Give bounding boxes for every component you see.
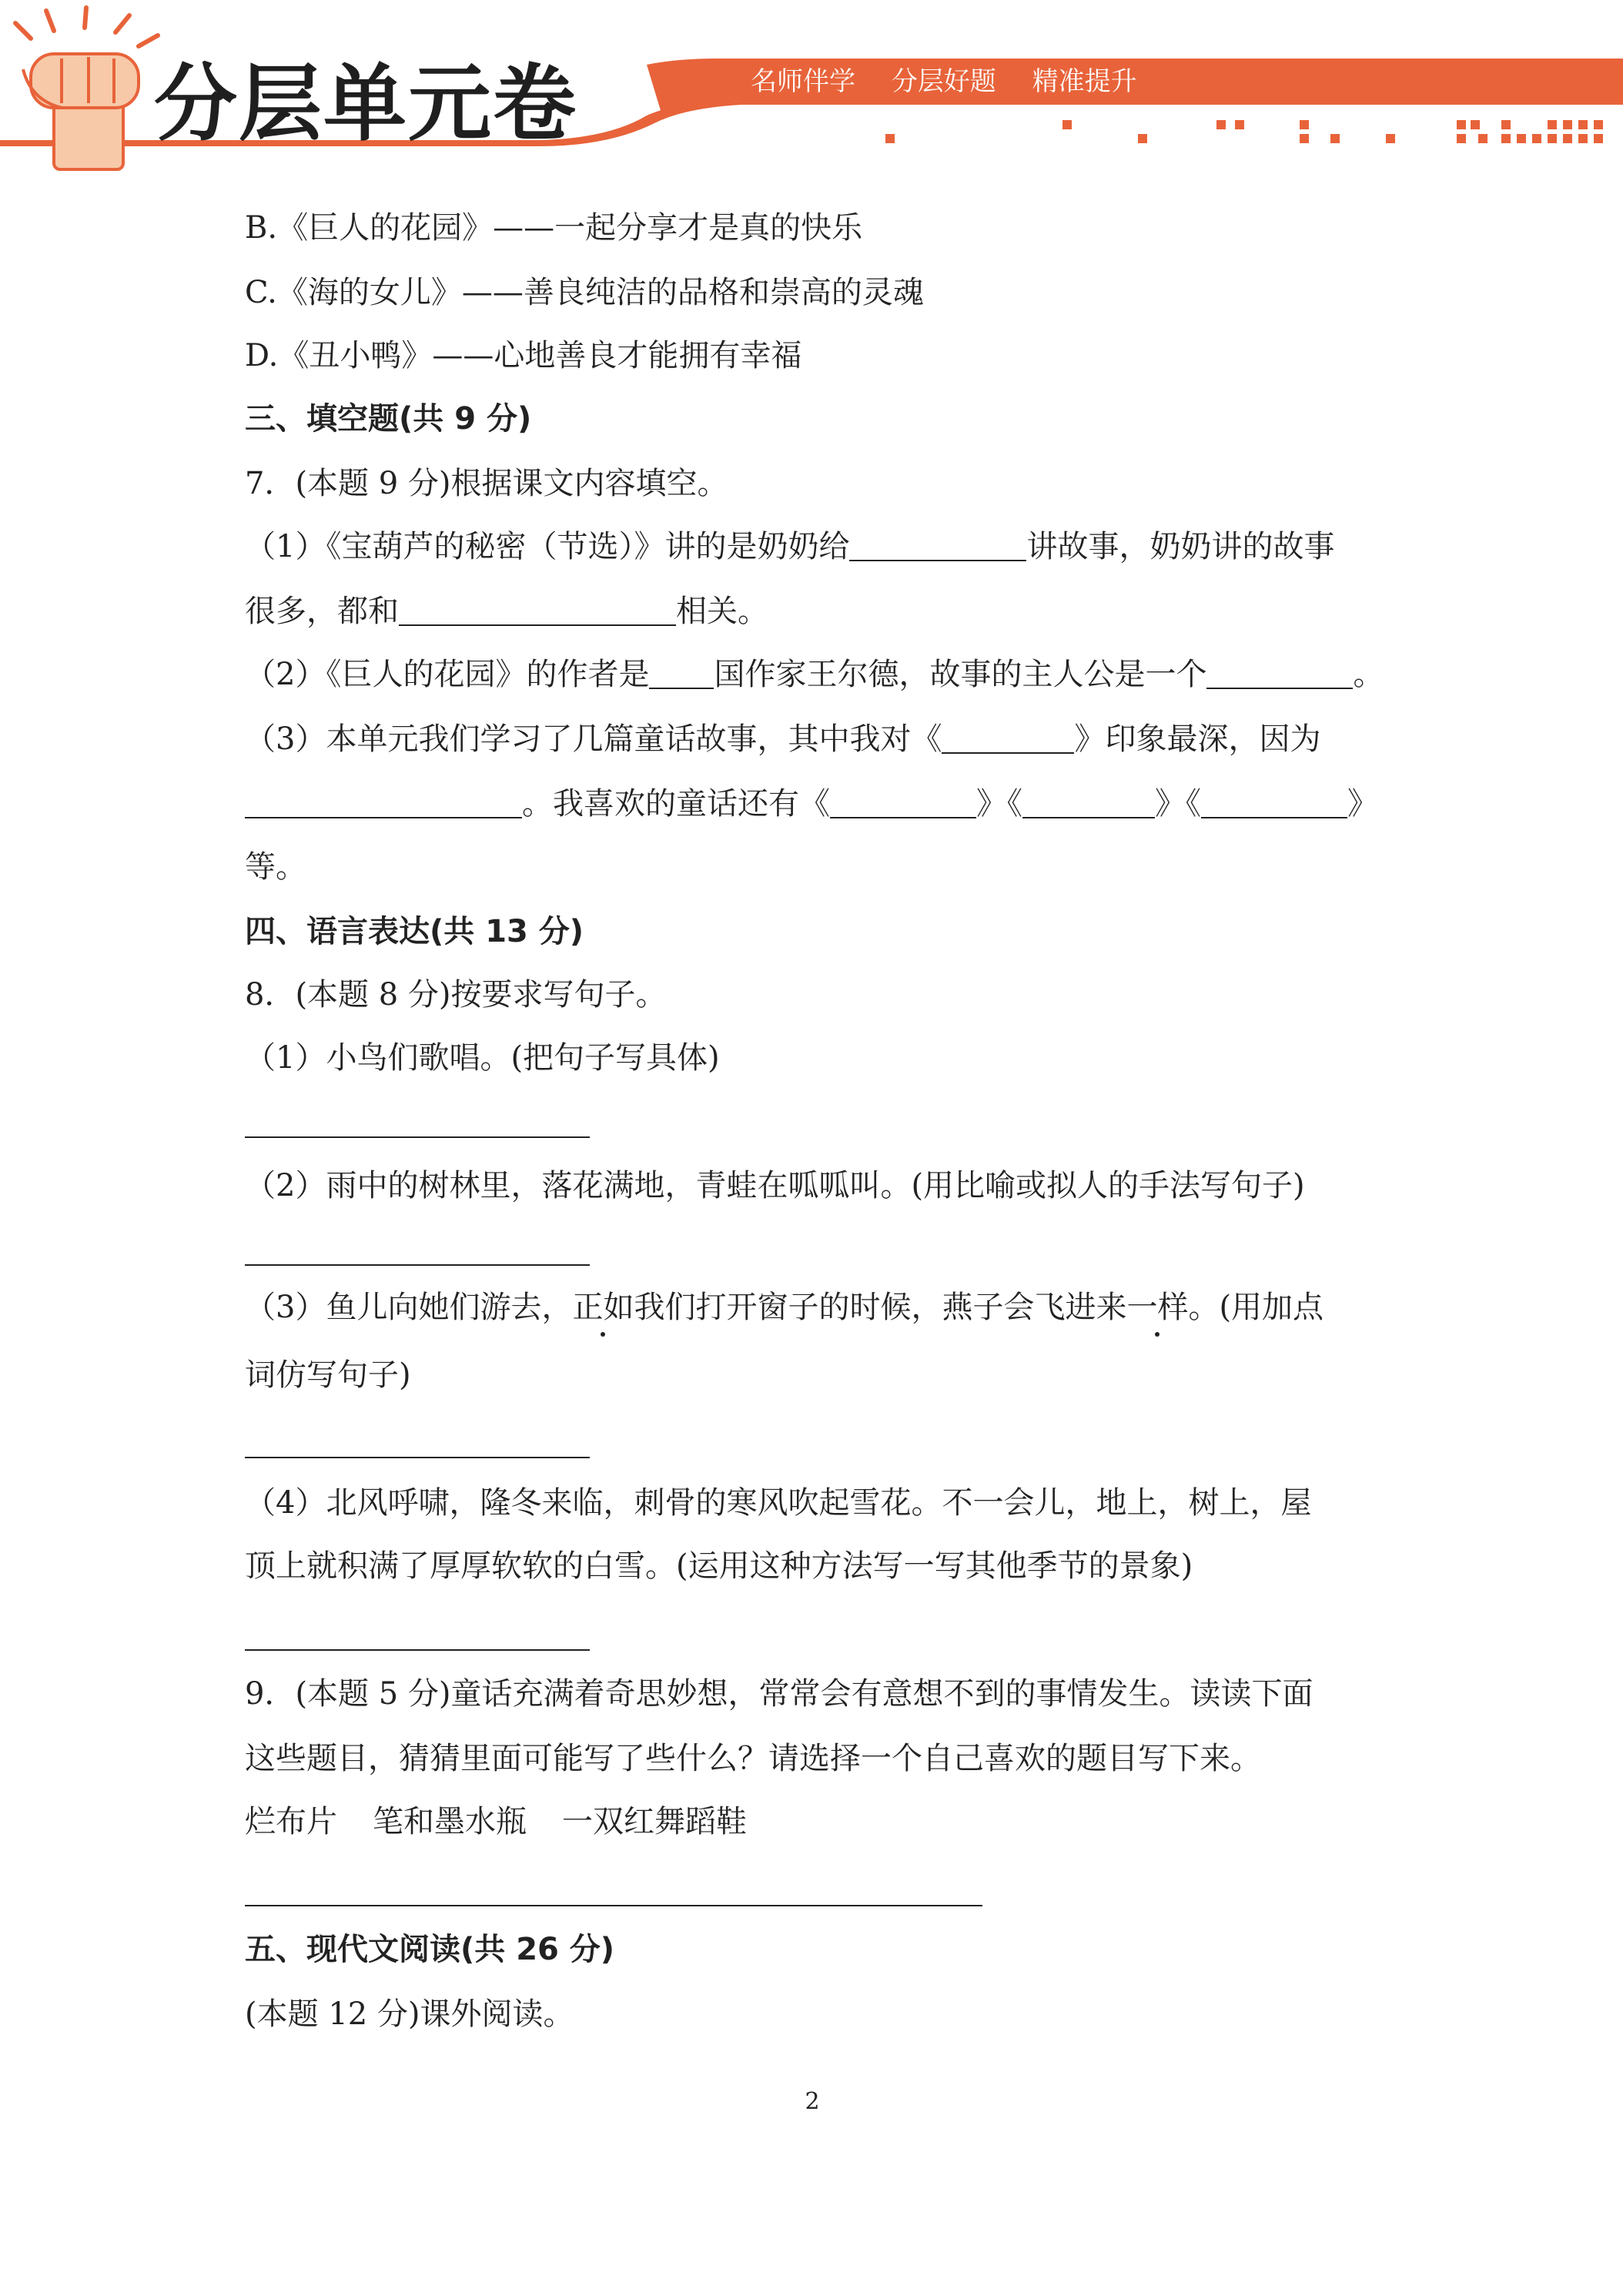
q9-stem-line2: 这些题目，猜猜里面可能写了些什么？请选择一个自己喜欢的题目写下来。 <box>245 1741 1261 1776</box>
q7-part3-line1 <box>245 718 1320 761</box>
option-b: B.《巨人的花园》——一起分享才是真的快乐 <box>245 210 863 246</box>
q7-text: 很多，都和 <box>245 594 399 629</box>
slogan-item: 分层好题 <box>891 66 996 97</box>
option-c: C.《海的女儿》——善良纯洁的品格和崇高的灵魂 <box>245 275 924 310</box>
q9-stem-line1: 9．(本题 5 分)童话充满着奇思妙想，常常会有意想不到的事情发生。读读下面 <box>245 1676 1313 1712</box>
q7-text: （3）本单元我们学习了几篇童话故事，其中我对《 <box>245 721 942 757</box>
q8-text: 。(用加点 <box>1188 1290 1324 1325</box>
blank-input[interactable] <box>399 594 676 626</box>
page-number: 2 <box>805 2088 820 2115</box>
q8-part4-line2: 顶上就积满了厚厚软软的白雪。(运用这种方法写一写其他季节的景象) <box>245 1548 1193 1584</box>
blank-input[interactable] <box>1201 786 1347 818</box>
q8-part3-line2: 词仿写句子) <box>245 1357 411 1393</box>
brand-title: 分层单元卷 <box>154 56 578 152</box>
answer-line[interactable] <box>245 1264 590 1266</box>
blank-input[interactable] <box>1206 657 1353 689</box>
page-header <box>0 0 1623 177</box>
q7-part3-line3: 等。 <box>245 849 306 885</box>
section-heading-fill-blank: 三、填空题(共 9 分) <box>245 401 532 437</box>
answer-line[interactable] <box>245 1136 590 1138</box>
q7-part1-line1 <box>245 525 1334 568</box>
emphasis-dotted-word: 正如 <box>572 1286 634 1329</box>
q8-stem: 8．(本题 8 分)按要求写句子。 <box>245 977 667 1012</box>
slogan-item: 名师伴学 <box>751 66 855 97</box>
section-heading-reading: 五、现代文阅读(共 26 分) <box>245 1932 615 1967</box>
decorative-pixel-squares <box>885 120 1603 143</box>
header-slogan <box>751 60 1165 98</box>
option-d: D.《丑小鸭》——心地善良才能拥有幸福 <box>245 338 802 373</box>
q7-part1-line2 <box>245 590 768 633</box>
emphasis-dotted-word: 一样 <box>1126 1286 1188 1329</box>
q7-text: 相关。 <box>676 594 768 629</box>
reading-stem: (本题 12 分)课外阅读。 <box>245 1996 574 2032</box>
q9-title: 笔和墨水瓶 <box>373 1804 527 1839</box>
q7-text: （2）《巨人的花园》的作者是 <box>245 657 650 692</box>
q8-part4-line1: （4）北风呼啸，隆冬来临，刺骨的寒风吹起雪花。不一会儿，地上，树上，屋 <box>245 1485 1312 1521</box>
q7-part2 <box>245 653 1384 696</box>
q7-text: 》《 <box>1155 786 1201 822</box>
answer-line[interactable] <box>245 1905 982 1906</box>
blank-input[interactable] <box>649 657 714 689</box>
blank-input[interactable] <box>830 786 976 818</box>
q8-part1: （1）小鸟们歌唱。(把句子写具体) <box>245 1040 720 1076</box>
q8-part3-line1 <box>245 1286 1323 1329</box>
q8-part2: （2）雨中的树林里，落花满地，青蛙在呱呱叫。(用比喻或拟人的手法写句子) <box>245 1168 1305 1203</box>
answer-line[interactable] <box>245 1649 590 1651</box>
blank-input[interactable] <box>942 721 1074 754</box>
q7-text: 讲故事，奶奶讲的故事 <box>1026 529 1335 564</box>
q9-title: 烂布片 <box>245 1804 337 1839</box>
q7-text: 国作家王尔德，故事的主人公是一个 <box>714 657 1207 692</box>
q8-text: （3）鱼儿向她们游去， <box>245 1290 573 1325</box>
q8-text: 我们打开窗子的时候，燕子会飞进来 <box>634 1290 1127 1325</box>
q7-text: 》 <box>1347 786 1378 822</box>
slogan-item: 精准提升 <box>1032 66 1137 97</box>
blank-input[interactable] <box>1022 786 1155 818</box>
q7-text: （1）《宝葫芦的秘密（节选）》讲的是奶奶给 <box>245 529 850 564</box>
blank-input[interactable] <box>849 529 1026 561</box>
q7-text: 》《 <box>976 786 1022 822</box>
q7-text: 。我喜欢的童话还有《 <box>522 786 830 822</box>
q9-title: 一双红舞蹈鞋 <box>562 1804 747 1839</box>
q7-part3-line2 <box>245 782 1378 825</box>
answer-line[interactable] <box>245 1457 590 1458</box>
section-heading-language: 四、语言表达(共 13 分) <box>245 914 584 949</box>
q7-text: 。 <box>1353 657 1384 692</box>
blank-input[interactable] <box>245 786 522 818</box>
q7-stem: 7．(本题 9 分)根据课文内容填空。 <box>245 466 728 501</box>
q7-text: 》印象最深，因为 <box>1074 721 1321 757</box>
q9-title-options <box>245 1800 747 1843</box>
